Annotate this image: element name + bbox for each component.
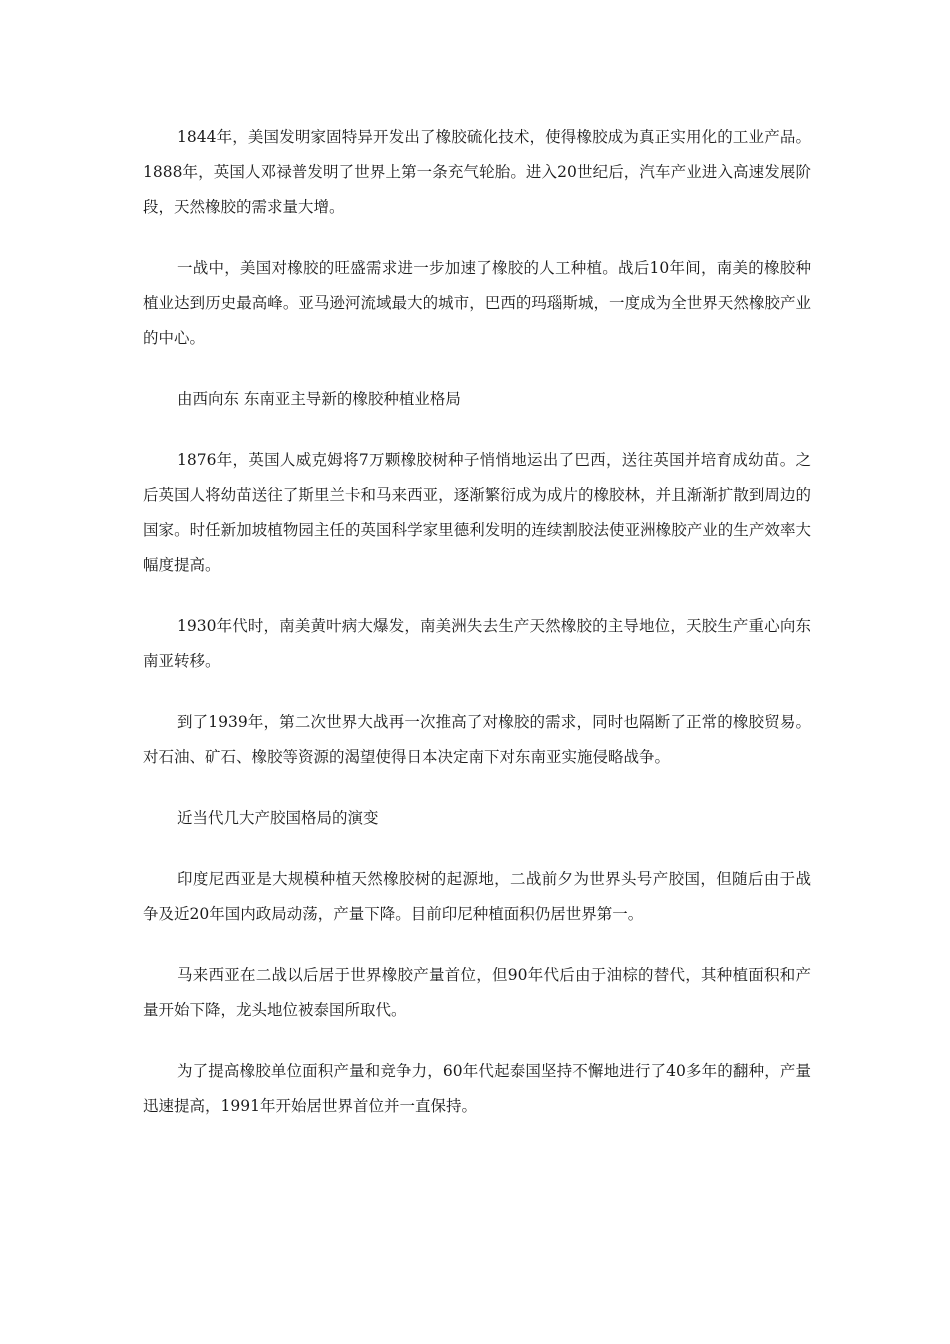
- paragraph-wwii-demand: 到了1939年，第二次世界大战再一次推高了对橡胶的需求，同时也隔断了正常的橡胶贸易。对石油、矿石、橡胶等资源的渴望使得日本决定南下对东南亚实施侵略战争。: [143, 713, 811, 766]
- paragraph-vulcanization-history: 1844年，美国发明家固特异开发出了橡胶硫化技术，使得橡胶成为真正实用化的工业产品。1888年，英国人邓禄普发明了世界上第一条充气轮胎。进入20世纪后，汽车产业进入高速发展阶段，天然橡胶的需求量大增。: [143, 128, 811, 216]
- paragraph-1930s-blight: 1930年代时，南美黄叶病大爆发，南美洲失去生产天然橡胶的主导地位，天胶生产重心向东南亚转移。: [143, 617, 811, 670]
- section-heading-modern-producers: 近当代几大产胶国格局的演变: [177, 809, 379, 827]
- document-body: [143, 120, 811, 1150]
- paragraph-wwi-plantation: 一战中，美国对橡胶的旺盛需求进一步加速了橡胶的人工种植。战后10年间，南美的橡胶种植业达到历史最高峰。亚马逊河流域最大的城市，巴西的玛瑙斯城，一度成为全世界天然橡胶产业的中心。: [143, 259, 811, 347]
- section-heading-west-to-east: 由西向东 东南亚主导新的橡胶种植业格局: [177, 390, 461, 408]
- paragraph-wickham-seeds: 1876年，英国人威克姆将7万颗橡胶树种子悄悄地运出了巴西，送往英国并培育成幼苗。之后英国人将幼苗送往了斯里兰卡和马来西亚，逐渐繁衍成为成片的橡胶林，并且渐渐扩散到周边的国家。时任新加坡植物园主任的英国科学家里德利发明的连续割胶法使亚洲橡胶产业的生产效率大幅度提高。: [143, 451, 811, 574]
- paragraph-malaysia: 马来西亚在二战以后居于世界橡胶产量首位，但90年代后由于油棕的替代，其种植面积和产量开始下降，龙头地位被泰国所取代。: [143, 966, 811, 1019]
- paragraph-indonesia: 印度尼西亚是大规模种植天然橡胶树的起源地，二战前夕为世界头号产胶国，但随后由于战争及近20年国内政局动荡，产量下降。目前印尼种植面积仍居世界第一。: [143, 870, 811, 923]
- paragraph-thailand: 为了提高橡胶单位面积产量和竞争力，60年代起泰国坚持不懈地进行了40多年的翻种，产量迅速提高，1991年开始居世界首位并一直保持。: [143, 1062, 811, 1115]
